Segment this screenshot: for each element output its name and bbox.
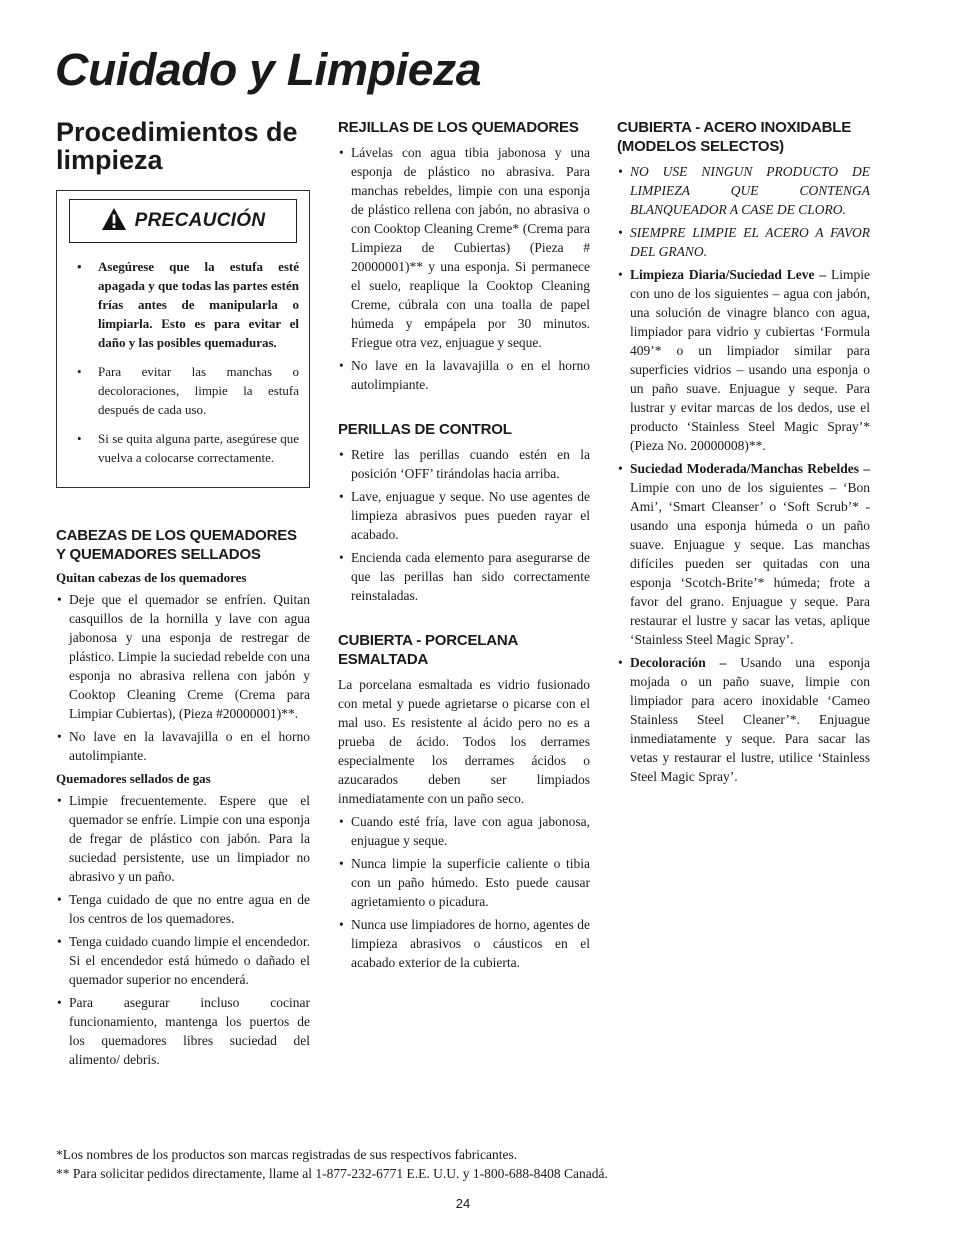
list-item: • Cuando esté fría, lave con agua jabonosa, enjuague y seque. xyxy=(338,812,590,850)
moderate-text: Limpie con uno de los siguientes – ‘Bon Ami’, ‘Smart Cleanser’ o ‘Soft Scrub’* - usando una esponja húmeda o un paño suave. Enjuague y seque. Las manchas difíciles pueden ser quitadas con una esponja ‘Scotch-Brite’* húmeda; frote a favor del grano. Enjuague y seque. Para restaurar el lustre y sacar las vetas, aplique ‘Stainless Steel Magic Spray’. xyxy=(630,480,870,647)
list-item: • Nunca use limpiadores de horno, agentes de limpieza abrasivos o cáusticos en el acabado exterior de la cubierta. xyxy=(338,915,590,972)
list-item: • Encienda cada elemento para asegurarse de que las perillas han sido correctamente reinstaladas. xyxy=(338,548,590,605)
list-item xyxy=(617,459,870,649)
grates-heading: REJILLAS DE LOS QUEMADORES xyxy=(338,119,579,136)
list-item: • Deje que el quemador se enfríen. Quitan casquillos de la hornilla y lave con agua jabonosa y una esponja de restregar de plástico. Limpie la suciedad rebelde con una esponja no abrasiva rellena con jabón y Cooktop Cleaning Creme (Crema para Limpiar Cubiertas), (Pieza #20000001)**. xyxy=(56,590,310,723)
list-item: • Retire las perillas cuando estén en la posición ‘OFF’ tirándolas hacia arriba. xyxy=(338,445,590,483)
knobs-heading: PERILLAS DE CONTROL xyxy=(338,421,512,438)
discolor-text: Usando una esponja mojada o un paño suave, limpie con limpiador para acero inoxidable ‘Cameo Stainless Steel Cleaner’*. Enjuague inmediatamente y seque. Para sacar las vetas y restaurar el lustre, utilice ‘Stainless Steel Magic Spray’. xyxy=(630,655,870,784)
footnote: ** Para solicitar pedidos directamente, llame al 1-877-232-6771 E.E. U.U. y 1-800-688-8408 Canadá. xyxy=(56,1166,608,1181)
list-item: • Lávelas con agua tibia jabonosa y una esponja de plástico no abrasiva. Para manchas rebeldes, limpie con una esponja de plástico rellena con jabón, no abrasiva o con Cooktop Cleaning Creme* (Crema para Limpieza de Cubiertas) (Pieza # 20000001)** y una esponja. Si permanece el suelo, reaplique la Cooktop Cleaning Creme, cúbrala con una toalla de papel húmeda y empápela por 30 minutos. Friegue otra vez, enjuague y seque. xyxy=(338,143,590,352)
list-item: • Nunca limpie la superficie caliente o tibia con un paño húmedo. Esto puede causar agrietamiento o picadura. xyxy=(338,854,590,911)
caution-item: • Si se quita alguna parte, asegúrese que vuelva a colocarse correctamente. xyxy=(67,429,299,467)
stainless-list xyxy=(617,162,870,786)
caution-header xyxy=(69,199,297,243)
daily-text: Limpie con uno de los siguientes – agua con jabón, una solución de vinagre blanco con agua, limpiador para vidrio y cubiertas ‘Formula 409’* o un limpiador similar para superficies vidrios – usando una esponja o un paño suave. Enjuague y seque. Para lustrar y evitar marcas de los dedos, use el producto ‘Stainless Steel Magic Spray’* (Pieza No. 20000008)**. xyxy=(630,267,870,453)
page-title: Cuidado y Limpieza xyxy=(55,44,481,95)
grates-list xyxy=(338,143,590,394)
sealed-subhead: Quemadores sellados de gas xyxy=(56,771,211,786)
porcelain-intro: La porcelana esmaltada es vidrio fusionado con metal y puede agrietarse o picarse con el mal uso. Es resistente al ácido pero no es a prueba de ácido. Todos los derrames especialmente los derrames ácidos o azucarados deben ser limpiados inmediatamente con un paño seco. xyxy=(338,677,590,806)
porcelain-list xyxy=(338,812,590,972)
footnotes xyxy=(56,1145,876,1183)
footnote: *Los nombres de los productos son marcas registradas de sus respectivos fabricantes. xyxy=(56,1147,518,1162)
list-item: • SIEMPRE LIMPIE EL ACERO A FAVOR DEL GRANO. xyxy=(617,223,870,261)
list-item: • Limpie frecuentemente. Espere que el quemador se enfríe. Limpie con una esponja de fregar de plástico con jabón. Para la suciedad persistente, use un limpiador no abrasivo y un paño. xyxy=(56,791,310,886)
sealed-list xyxy=(56,791,310,1069)
caution-label: PRECAUCIÓN xyxy=(134,210,266,231)
stainless-heading: CUBIERTA - ACERO INOXIDABLE (MODELOS SELECTOS) xyxy=(617,119,852,155)
moderate-label: Suciedad Moderada/Manchas Rebeldes – xyxy=(630,461,870,476)
porcelain-heading: CUBIERTA - PORCELANA ESMALTADA xyxy=(338,632,518,668)
caution-box xyxy=(56,190,310,488)
burner-heads-heading: CABEZAS DE LOS QUEMADORES Y QUEMADORES SELLADOS xyxy=(56,527,297,563)
column-middle xyxy=(338,118,590,978)
list-item: • NO USE NINGUN PRODUCTO DE LIMPIEZA QUE CONTENGA BLANQUEADOR A CASE DE CLORO. xyxy=(617,162,870,219)
list-item: • Lave, enjuague y seque. No use agentes de limpieza abrasivos pues pueden rayar el acabado. xyxy=(338,487,590,544)
column-left xyxy=(56,118,310,1075)
column-right xyxy=(617,118,870,792)
caution-list xyxy=(67,257,299,467)
discolor-label: Decoloración – xyxy=(630,655,727,670)
list-item xyxy=(617,265,870,455)
warning-triangle-icon xyxy=(101,207,127,236)
list-item: • No lave en la lavavajilla o en el horno autolimpiante. xyxy=(56,727,310,765)
list-item: • Para asegurar incluso cocinar funcionamiento, mantenga los puertos de los quemadores libres suciedad del alimento/ debris. xyxy=(56,993,310,1069)
page-number: 24 xyxy=(455,1196,471,1211)
caution-item: • Para evitar las manchas o decoloraciones, limpie la estufa después de cada uso. xyxy=(67,362,299,419)
removable-subhead: Quitan cabezas de los quemadores xyxy=(56,570,247,585)
list-item xyxy=(617,653,870,786)
list-item: • Tenga cuidado de que no entre agua en de los centros de los quemadores. xyxy=(56,890,310,928)
list-item: • No lave en la lavavajilla o en el horno autolimpiante. xyxy=(338,356,590,394)
removable-list xyxy=(56,590,310,765)
caution-item: • Asegúrese que la estufa esté apagada y que todas las partes estén frías antes de manipularla o limpiarla. Esto es para evitar el daño y las posibles quemaduras. xyxy=(67,257,299,352)
list-item: • Tenga cuidado cuando limpie el encendedor. Si el encendedor está húmedo o dañado el quemador superior no encenderá. xyxy=(56,932,310,989)
section-title: Procedimientos de limpieza xyxy=(56,117,298,175)
knobs-list xyxy=(338,445,590,605)
daily-label: Limpieza Diaria/Suciedad Leve – xyxy=(630,267,827,282)
